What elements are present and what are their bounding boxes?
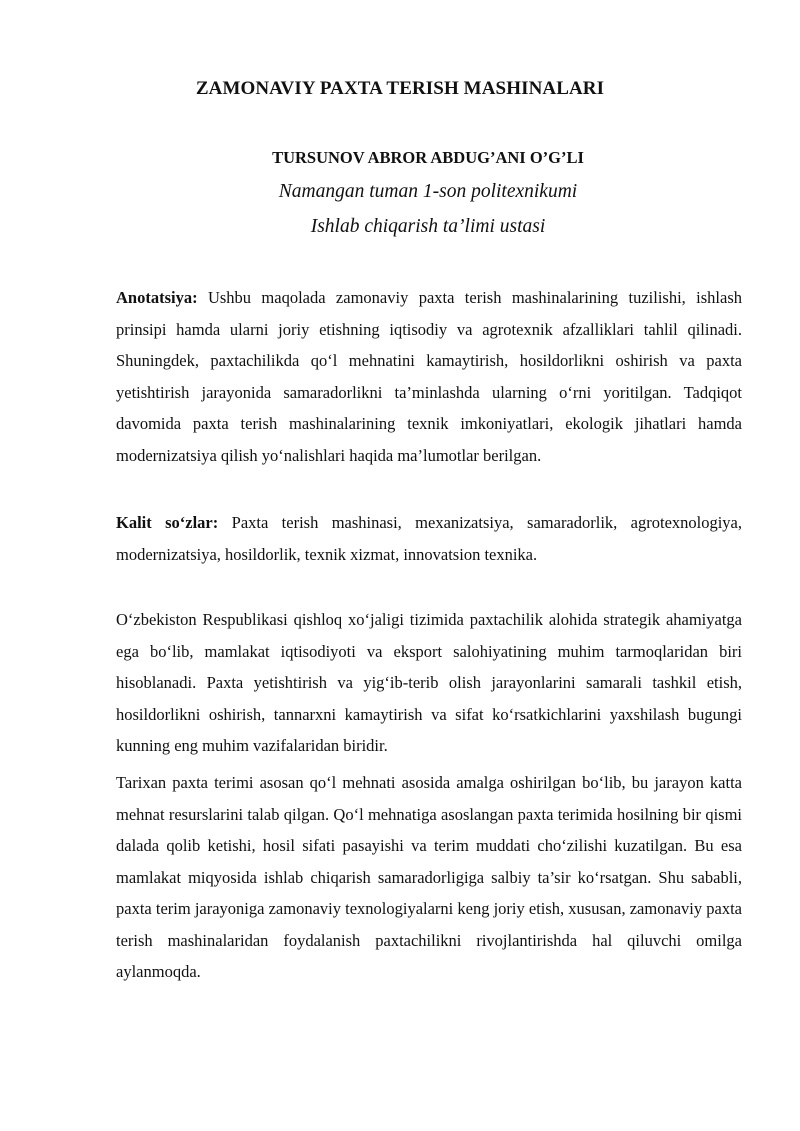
body-paragraph-1: O‘zbekiston Respublikasi qishloq xo‘jaligi tizimida paxtachilik alohida strategik ahamiyatga ega bo‘lib, mamlakat iqtisodiyoti va eksport salohiyatining muhim tarmoqlaridan biri hisoblanadi. Paxta yetishtirish va yig‘ib-terib olish jarayonlarini samarali tashkil etish, hosildorlikni oshirish, tannarxni kamaytirish va sifat ko‘rsatkichlarini yaxshilash bugungi kunning eng muhim vazifalaridan biridir. [116,610,742,755]
author-affiliation-position: Ishlab chiqarish ta’limi ustasi [310,216,546,237]
author-affiliation-institution: Namangan tuman 1-son politexnikumi [278,181,578,202]
keywords-text: Paxta terish mashinasi, mexanizatsiya, samaradorlik, agrotexnologiya, modernizatsiya, hosildorlik, texnik xizmat, innovatsion texnika. [116,513,743,564]
body-paragraph-2: Tarixan paxta terimi asosan qo‘l mehnati asosida amalga oshirilgan bo‘lib, bu jarayon katta mehnat resurslarini talab qilgan. Qo‘l mehnatiga asoslangan paxta terimida hosilning bir qismi dalada qolib ketishi, hosil sifati pasayishi va terim muddati cho‘zilishi kuzatilgan. Bu esa mamlakat miqyosida ishlab chiqarish samaradorligiga salbiy ta’sir ko‘rsatgan. Shu sababli, paxta terim jarayoniga zamonaviy texnologiyalarni keng joriy etish, xususan, zamonaviy paxta terish mashinalaridan foydalanish paxtachilikni rivojlantirishda hal qiluvchi omilga aylanmoqda. [116,773,742,981]
keywords-paragraph [116,507,742,570]
abstract-text: Ushbu maqolada zamonaviy paxta terish mashinalarining tuzilishi, ishlash prinsipi hamda ularni joriy etishning iqtisodiy va agrotexnik afzalliklari tahlil qilinadi. Shuningdek, paxtachilikda qo‘l mehnatini kamaytirish, hosildorlikni oshirish va paxta yetishtirish jarayonida samaradorlikni ta’minlashda ularning o‘rni yoritilgan. Tadqiqot davomida paxta terish mashinalarining texnik imkoniyatlari, ekologik jihatlari hamda modernizatsiya qilish yo‘nalishlari haqida ma’lumotlar berilgan. [116,288,743,465]
abstract-label: Anotatsiya: [116,288,198,307]
abstract-paragraph [116,282,742,471]
author-name: TURSUNOV ABROR ABDUG’ANI O’G’LI [272,148,584,167]
keywords-label: Kalit so‘zlar: [116,513,219,532]
article-title: ZAMONAVIY PAXTA TERISH MASHINALARI [195,78,605,99]
